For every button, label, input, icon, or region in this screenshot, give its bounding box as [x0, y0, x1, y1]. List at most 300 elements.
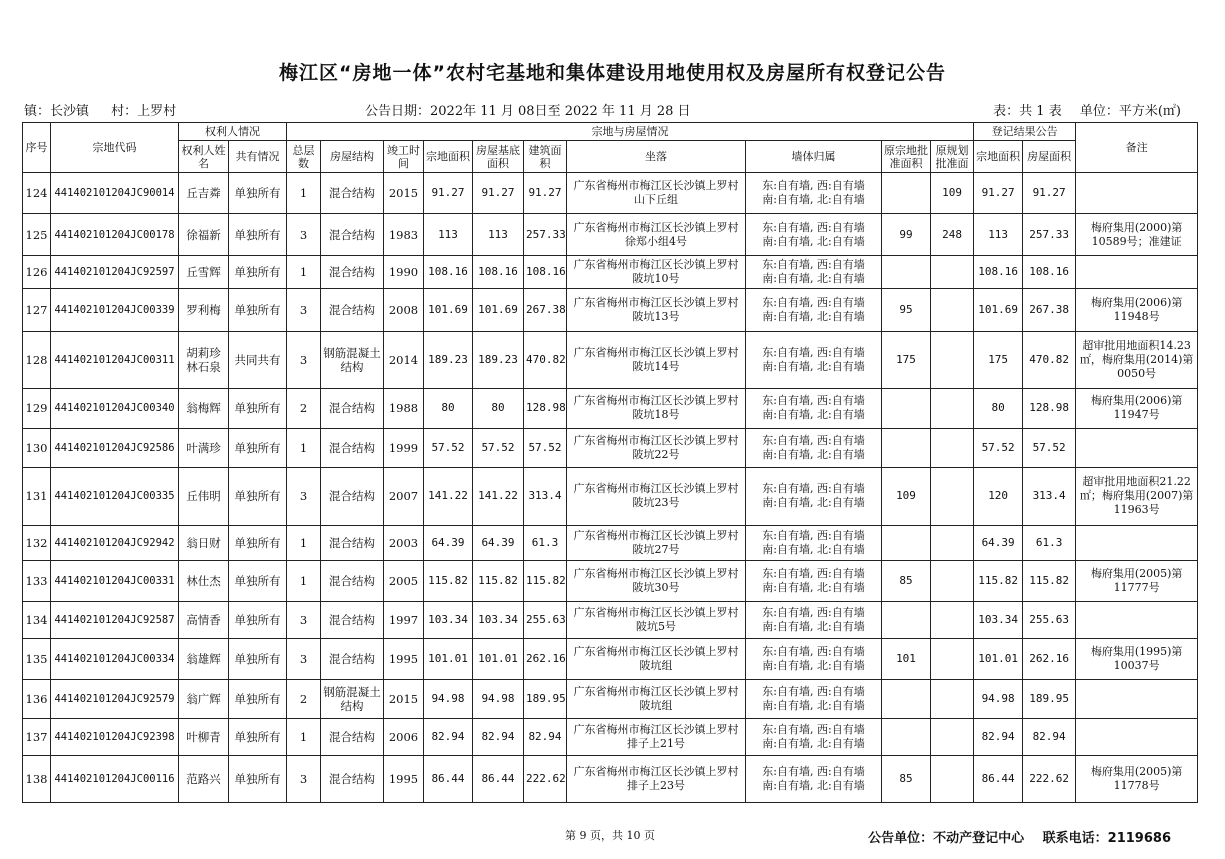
year-cell: 2005 [384, 560, 424, 601]
wall-east-west: 东:自有墙, 西:自有墙 [762, 434, 865, 448]
land-area-cell: 80 [424, 388, 473, 428]
result-land-cell: 120 [974, 468, 1023, 525]
code-cell: 441402101204JC90014 [51, 173, 179, 214]
wall-east-west: 东:自有墙, 西:自有墙 [762, 345, 865, 359]
seq-cell: 127 [23, 288, 51, 332]
registration-rows [23, 173, 1198, 803]
land-area-cell: 86.44 [424, 756, 473, 803]
year-cell: 1988 [384, 388, 424, 428]
publisher-info [854, 827, 1171, 846]
base-area-cell: 189.23 [473, 332, 524, 388]
orig-area-cell [882, 718, 931, 755]
result-house-cell: 470.82 [1023, 332, 1076, 388]
seq-cell: 130 [23, 428, 51, 467]
owner-name-cell: 叶满珍 [179, 428, 229, 467]
floors-cell: 1 [287, 428, 321, 467]
location-info [24, 100, 194, 119]
header-result-land: 宗地面积 [974, 141, 1023, 173]
owner-name-cell: 高情香 [179, 602, 229, 639]
orig-plan-cell [931, 468, 974, 525]
seq-cell: 126 [23, 255, 51, 288]
header-result-group: 登记结果公告 [974, 123, 1076, 141]
owner-name-cell: 翁广辉 [179, 679, 229, 718]
floors-cell: 1 [287, 718, 321, 755]
result-land-cell: 101.69 [974, 288, 1023, 332]
location-cell: 广东省梅州市梅江区长沙镇上罗村陂坑5号 [567, 602, 746, 639]
base-area-cell: 64.39 [473, 525, 524, 560]
document-title: 梅江区“房地一体”农村宅基地和集体建设用地使用权及房屋所有权登记公告 [279, 62, 946, 84]
share-cell: 单独所有 [229, 639, 287, 679]
location-cell: 广东省梅州市梅江区长沙镇上罗村徐郑小组4号 [567, 214, 746, 255]
wall-south-north: 南:自有墙, 北:自有墙 [762, 779, 865, 793]
wall-south-north: 南:自有墙, 北:自有墙 [762, 193, 865, 207]
land-area-cell: 113 [424, 214, 473, 255]
share-cell: 单独所有 [229, 214, 287, 255]
wall-cell [746, 332, 882, 388]
year-cell: 1995 [384, 756, 424, 803]
code-cell: 441402101204JC00178 [51, 214, 179, 255]
table-row [23, 679, 1198, 718]
orig-plan-cell [931, 288, 974, 332]
land-area-cell: 189.23 [424, 332, 473, 388]
orig-area-cell: 109 [882, 468, 931, 525]
floors-cell: 2 [287, 679, 321, 718]
owner-name-cell: 丘伟明 [179, 468, 229, 525]
land-area-cell: 101.01 [424, 639, 473, 679]
village-label: 村：上罗村 [111, 104, 177, 119]
base-area-cell: 115.82 [473, 560, 524, 601]
seq-cell: 134 [23, 602, 51, 639]
table-row [23, 718, 1198, 755]
code-cell: 441402101204JC92586 [51, 428, 179, 467]
header-seq: 序号 [23, 123, 51, 173]
note-cell [1076, 602, 1198, 639]
table-row [23, 560, 1198, 601]
land-area-cell: 103.34 [424, 602, 473, 639]
building-area-cell: 108.16 [524, 255, 567, 288]
wall-south-north: 南:自有墙, 北:自有墙 [762, 698, 865, 712]
orig-plan-cell [931, 525, 974, 560]
base-area-cell: 113 [473, 214, 524, 255]
orig-area-cell: 99 [882, 214, 931, 255]
wall-south-north: 南:自有墙, 北:自有墙 [762, 658, 865, 672]
note-cell: 梅府集用(2005)第11778号 [1076, 756, 1198, 803]
table-row [23, 288, 1198, 332]
location-cell: 广东省梅州市梅江区长沙镇上罗村陂坑13号 [567, 288, 746, 332]
share-cell: 单独所有 [229, 255, 287, 288]
structure-cell: 混合结构 [321, 560, 384, 601]
building-area-cell: 115.82 [524, 560, 567, 601]
land-area-cell: 57.52 [424, 428, 473, 467]
building-area-cell: 222.62 [524, 756, 567, 803]
share-cell: 单独所有 [229, 388, 287, 428]
wall-south-north: 南:自有墙, 北:自有墙 [762, 448, 865, 462]
orig-plan-cell [931, 560, 974, 601]
announcement-date: 公告日期：2022年 11 月 08日至 2022 年 11 月 28 日 [365, 104, 691, 119]
owner-name-cell: 丘吉粦 [179, 173, 229, 214]
wall-south-north: 南:自有墙, 北:自有墙 [762, 234, 865, 248]
structure-cell: 混合结构 [321, 255, 384, 288]
share-cell: 单独所有 [229, 173, 287, 214]
share-cell: 单独所有 [229, 468, 287, 525]
building-area-cell: 262.16 [524, 639, 567, 679]
table-row [23, 255, 1198, 288]
result-land-cell: 115.82 [974, 560, 1023, 601]
year-cell: 1990 [384, 255, 424, 288]
orig-area-cell [882, 525, 931, 560]
land-area-cell: 64.39 [424, 525, 473, 560]
code-cell: 441402101204JC92597 [51, 255, 179, 288]
registration-table [22, 122, 1198, 803]
land-area-cell: 141.22 [424, 468, 473, 525]
seq-cell: 129 [23, 388, 51, 428]
wall-south-north: 南:自有墙, 北:自有墙 [762, 620, 865, 634]
result-house-cell: 115.82 [1023, 560, 1076, 601]
result-house-cell: 189.95 [1023, 679, 1076, 718]
note-cell: 梅府集用(2006)第11947号 [1076, 388, 1198, 428]
header-base-area: 房屋基底面积 [473, 141, 524, 173]
seq-cell: 138 [23, 756, 51, 803]
wall-south-north: 南:自有墙, 北:自有墙 [762, 737, 865, 750]
building-area-cell: 61.3 [524, 525, 567, 560]
share-cell: 单独所有 [229, 679, 287, 718]
wall-cell [746, 639, 882, 679]
year-cell: 1999 [384, 428, 424, 467]
location-cell: 广东省梅州市梅江区长沙镇上罗村陂坑14号 [567, 332, 746, 388]
header-owner-group: 权利人情况 [179, 123, 287, 141]
building-area-cell: 255.63 [524, 602, 567, 639]
code-cell: 441402101204JC00335 [51, 468, 179, 525]
structure-cell: 钢筋混凝土结构 [321, 332, 384, 388]
wall-cell [746, 288, 882, 332]
wall-cell [746, 679, 882, 718]
land-area-cell: 82.94 [424, 718, 473, 755]
note-cell [1076, 173, 1198, 214]
seq-cell: 131 [23, 468, 51, 525]
base-area-cell: 86.44 [473, 756, 524, 803]
note-cell [1076, 428, 1198, 467]
wall-east-west: 东:自有墙, 西:自有墙 [762, 482, 865, 496]
header-year: 竣工时间 [384, 141, 424, 173]
floors-cell: 1 [287, 525, 321, 560]
orig-plan-cell [931, 332, 974, 388]
orig-plan-cell [931, 756, 974, 803]
result-land-cell: 57.52 [974, 428, 1023, 467]
wall-cell [746, 428, 882, 467]
location-cell: 广东省梅州市梅江区长沙镇上罗村陂坑组 [567, 639, 746, 679]
base-area-cell: 94.98 [473, 679, 524, 718]
header-code: 宗地代码 [51, 123, 179, 173]
publisher-unit: 公告单位：不动产登记中心 [868, 831, 1025, 846]
code-cell: 441402101204JC92942 [51, 525, 179, 560]
owner-name-cell: 翁雄辉 [179, 639, 229, 679]
orig-plan-cell [931, 679, 974, 718]
floors-cell: 3 [287, 468, 321, 525]
orig-area-cell: 85 [882, 756, 931, 803]
wall-south-north: 南:自有墙, 北:自有墙 [762, 271, 865, 285]
structure-cell: 混合结构 [321, 525, 384, 560]
table-row [23, 214, 1198, 255]
location-cell: 广东省梅州市梅江区长沙镇上罗村陂坑27号 [567, 525, 746, 560]
owner-name-cell: 丘雪辉 [179, 255, 229, 288]
wall-east-west: 东:自有墙, 西:自有墙 [762, 684, 865, 698]
note-cell: 超审批用地面积14.23㎡，梅府集用(2014)第0050号 [1076, 332, 1198, 388]
result-house-cell: 61.3 [1023, 525, 1076, 560]
structure-cell: 混合结构 [321, 288, 384, 332]
result-house-cell: 57.52 [1023, 428, 1076, 467]
result-land-cell: 113 [974, 214, 1023, 255]
seq-cell: 136 [23, 679, 51, 718]
wall-south-north: 南:自有墙, 北:自有墙 [762, 542, 865, 556]
owner-name-cell: 罗利梅 [179, 288, 229, 332]
base-area-cell: 91.27 [473, 173, 524, 214]
header-orig-area: 原宗地批准面积 [882, 141, 931, 173]
table-row [23, 388, 1198, 428]
header-floors: 总层数 [287, 141, 321, 173]
location-cell: 广东省梅州市梅江区长沙镇上罗村排子上23号 [567, 756, 746, 803]
note-cell [1076, 718, 1198, 755]
seq-cell: 135 [23, 639, 51, 679]
orig-area-cell: 95 [882, 288, 931, 332]
result-house-cell: 222.62 [1023, 756, 1076, 803]
building-area-cell: 82.94 [524, 718, 567, 755]
orig-plan-cell: 248 [931, 214, 974, 255]
location-cell: 广东省梅州市梅江区长沙镇上罗村陂坑23号 [567, 468, 746, 525]
year-cell: 2014 [384, 332, 424, 388]
result-land-cell: 64.39 [974, 525, 1023, 560]
note-cell: 超审批用地面积21.22㎡；梅府集用(2007)第11963号 [1076, 468, 1198, 525]
share-cell: 单独所有 [229, 428, 287, 467]
wall-east-west: 东:自有墙, 西:自有墙 [762, 644, 865, 658]
share-cell: 共同共有 [229, 332, 287, 388]
code-cell: 441402101204JC00340 [51, 388, 179, 428]
table-row [23, 428, 1198, 467]
note-cell [1076, 255, 1198, 288]
header-share: 共有情况 [229, 141, 287, 173]
structure-cell: 混合结构 [321, 388, 384, 428]
seq-cell: 125 [23, 214, 51, 255]
wall-south-north: 南:自有墙, 北:自有墙 [762, 408, 865, 422]
owner-name-cell: 翁梅辉 [179, 388, 229, 428]
share-cell: 单独所有 [229, 525, 287, 560]
land-area-cell: 91.27 [424, 173, 473, 214]
structure-cell: 混合结构 [321, 468, 384, 525]
location-cell: 广东省梅州市梅江区长沙镇上罗村陂坑22号 [567, 428, 746, 467]
result-land-cell: 86.44 [974, 756, 1023, 803]
floors-cell: 3 [287, 756, 321, 803]
wall-cell [746, 756, 882, 803]
result-house-cell: 91.27 [1023, 173, 1076, 214]
table-count: 表：共 1 表 [993, 104, 1062, 119]
floors-cell: 3 [287, 332, 321, 388]
wall-cell [746, 718, 882, 755]
structure-cell: 混合结构 [321, 173, 384, 214]
orig-area-cell [882, 388, 931, 428]
structure-cell: 混合结构 [321, 214, 384, 255]
floors-cell: 3 [287, 288, 321, 332]
base-area-cell: 80 [473, 388, 524, 428]
orig-area-cell: 101 [882, 639, 931, 679]
table-info [979, 100, 1181, 119]
note-cell: 梅府集用(2000)第10589号；准建证 [1076, 214, 1198, 255]
result-land-cell: 82.94 [974, 718, 1023, 755]
location-cell: 广东省梅州市梅江区长沙镇上罗村陂坑10号 [567, 255, 746, 288]
floors-cell: 3 [287, 214, 321, 255]
code-cell: 441402101204JC00331 [51, 560, 179, 601]
code-cell: 441402101204JC00116 [51, 756, 179, 803]
result-land-cell: 108.16 [974, 255, 1023, 288]
orig-area-cell [882, 602, 931, 639]
land-area-cell: 94.98 [424, 679, 473, 718]
code-cell: 441402101204JC00339 [51, 288, 179, 332]
share-cell: 单独所有 [229, 560, 287, 601]
building-area-cell: 189.95 [524, 679, 567, 718]
note-cell: 梅府集用(2006)第11948号 [1076, 288, 1198, 332]
building-area-cell: 128.98 [524, 388, 567, 428]
year-cell: 1997 [384, 602, 424, 639]
seq-cell: 128 [23, 332, 51, 388]
location-cell: 广东省梅州市梅江区长沙镇上罗村陂坑30号 [567, 560, 746, 601]
year-cell: 2007 [384, 468, 424, 525]
header-building-area: 建筑面积 [524, 141, 567, 173]
wall-cell [746, 560, 882, 601]
structure-cell: 混合结构 [321, 756, 384, 803]
base-area-cell: 103.34 [473, 602, 524, 639]
code-cell: 441402101204JC92587 [51, 602, 179, 639]
floors-cell: 1 [287, 173, 321, 214]
base-area-cell: 108.16 [473, 255, 524, 288]
note-cell [1076, 679, 1198, 718]
header-result-house: 房屋面积 [1023, 141, 1076, 173]
year-cell: 2015 [384, 679, 424, 718]
building-area-cell: 57.52 [524, 428, 567, 467]
share-cell: 单独所有 [229, 288, 287, 332]
wall-east-west: 东:自有墙, 西:自有墙 [762, 606, 865, 620]
result-house-cell: 262.16 [1023, 639, 1076, 679]
building-area-cell: 91.27 [524, 173, 567, 214]
owner-name-cell: 林仕杰 [179, 560, 229, 601]
orig-area-cell: 175 [882, 332, 931, 388]
year-cell: 2008 [384, 288, 424, 332]
floors-cell: 1 [287, 560, 321, 601]
result-land-cell: 80 [974, 388, 1023, 428]
wall-south-north: 南:自有墙, 北:自有墙 [762, 496, 865, 510]
result-land-cell: 101.01 [974, 639, 1023, 679]
header-structure: 房屋结构 [321, 141, 384, 173]
land-area-cell: 101.69 [424, 288, 473, 332]
wall-east-west: 东:自有墙, 西:自有墙 [762, 566, 865, 580]
wall-cell [746, 602, 882, 639]
wall-south-north: 南:自有墙, 北:自有墙 [762, 359, 865, 373]
orig-plan-cell [931, 388, 974, 428]
orig-plan-cell [931, 639, 974, 679]
header-orig-plan: 原规划批准面 [931, 141, 974, 173]
orig-plan-cell: 109 [931, 173, 974, 214]
result-house-cell: 257.33 [1023, 214, 1076, 255]
unit-label: 单位：平方米(㎡) [1079, 104, 1181, 119]
base-area-cell: 101.69 [473, 288, 524, 332]
wall-east-west: 东:自有墙, 西:自有墙 [762, 528, 865, 542]
seq-cell: 137 [23, 718, 51, 755]
owner-name-cell: 徐福新 [179, 214, 229, 255]
share-cell: 单独所有 [229, 718, 287, 755]
wall-south-north: 南:自有墙, 北:自有墙 [762, 580, 865, 594]
year-cell: 1995 [384, 639, 424, 679]
table-row [23, 468, 1198, 525]
owner-name-cell: 翁日财 [179, 525, 229, 560]
header-owner-name: 权利人姓名 [179, 141, 229, 173]
floors-cell: 1 [287, 255, 321, 288]
structure-cell: 混合结构 [321, 602, 384, 639]
note-cell: 梅府集用(1995)第10037号 [1076, 639, 1198, 679]
result-house-cell: 267.38 [1023, 288, 1076, 332]
orig-area-cell: 85 [882, 560, 931, 601]
floors-cell: 3 [287, 639, 321, 679]
orig-area-cell [882, 255, 931, 288]
header-location: 坐落 [567, 141, 746, 173]
wall-east-west: 东:自有墙, 西:自有墙 [762, 257, 865, 271]
land-area-cell: 108.16 [424, 255, 473, 288]
orig-plan-cell [931, 255, 974, 288]
owner-name-cell: 范路兴 [179, 756, 229, 803]
wall-south-north: 南:自有墙, 北:自有墙 [762, 310, 865, 324]
owner-name-cell: 胡莉珍 林石泉 [179, 332, 229, 388]
wall-east-west: 东:自有墙, 西:自有墙 [762, 296, 865, 310]
owner-name-cell: 叶柳青 [179, 718, 229, 755]
result-land-cell: 175 [974, 332, 1023, 388]
town-label: 镇：长沙镇 [24, 104, 90, 119]
table-row [23, 173, 1198, 214]
location-cell: 广东省梅州市梅江区长沙镇上罗村陂坑组 [567, 679, 746, 718]
year-cell: 2003 [384, 525, 424, 560]
result-house-cell: 82.94 [1023, 718, 1076, 755]
base-area-cell: 101.01 [473, 639, 524, 679]
land-area-cell: 115.82 [424, 560, 473, 601]
result-house-cell: 313.4 [1023, 468, 1076, 525]
base-area-cell: 57.52 [473, 428, 524, 467]
building-area-cell: 470.82 [524, 332, 567, 388]
seq-cell: 132 [23, 525, 51, 560]
structure-cell: 混合结构 [321, 639, 384, 679]
contact-phone: 联系电话：2119686 [1042, 831, 1171, 846]
table-row [23, 332, 1198, 388]
wall-cell [746, 468, 882, 525]
orig-plan-cell [931, 718, 974, 755]
year-cell: 1983 [384, 214, 424, 255]
seq-cell: 133 [23, 560, 51, 601]
page-number: 第 9 页，共 10 页 [565, 829, 655, 842]
table-row [23, 756, 1198, 803]
wall-cell [746, 255, 882, 288]
result-house-cell: 108.16 [1023, 255, 1076, 288]
note-cell [1076, 525, 1198, 560]
result-land-cell: 91.27 [974, 173, 1023, 214]
orig-area-cell [882, 679, 931, 718]
wall-east-west: 东:自有墙, 西:自有墙 [762, 723, 865, 736]
wall-east-west: 东:自有墙, 西:自有墙 [762, 179, 865, 193]
table-row [23, 639, 1198, 679]
code-cell: 441402101204JC92398 [51, 718, 179, 755]
header-land-group: 宗地与房屋情况 [287, 123, 974, 141]
result-house-cell: 255.63 [1023, 602, 1076, 639]
building-area-cell: 267.38 [524, 288, 567, 332]
header-note: 备注 [1076, 123, 1198, 173]
wall-cell [746, 525, 882, 560]
structure-cell: 混合结构 [321, 428, 384, 467]
structure-cell: 钢筋混凝土结构 [321, 679, 384, 718]
share-cell: 单独所有 [229, 756, 287, 803]
orig-plan-cell [931, 602, 974, 639]
